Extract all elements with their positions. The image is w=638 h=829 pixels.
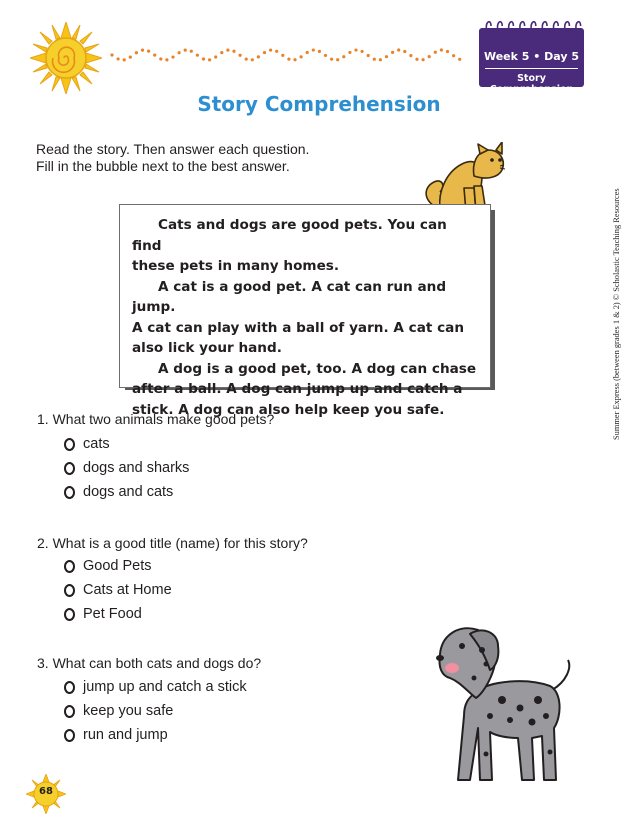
spiral-loop [542, 22, 547, 32]
answer-bubble[interactable] [64, 560, 75, 573]
option-label: run and jump [83, 727, 168, 743]
decorative-dot [458, 58, 461, 61]
decorative-dot [397, 48, 400, 51]
question-3-option-3[interactable] [64, 727, 168, 749]
question-3-option-2[interactable] [64, 703, 173, 725]
option-label: keep you safe [83, 703, 174, 719]
option-label: dogs and sharks [83, 460, 190, 476]
decorative-dot [361, 50, 364, 53]
decorative-dot [434, 51, 437, 54]
decorative-dot [214, 55, 217, 58]
decorative-dot [220, 51, 223, 54]
option-label: cats [83, 436, 110, 452]
decorative-dot [300, 55, 303, 58]
decorative-dot [251, 58, 254, 61]
decorative-dot [415, 58, 418, 61]
option-label: Cats at Home [83, 582, 172, 598]
decorative-dot [147, 50, 150, 53]
decorative-dot [287, 58, 290, 61]
spiral-loop [576, 22, 581, 32]
question-2-option-1[interactable] [64, 558, 152, 580]
week-day-tag [479, 28, 584, 95]
copyright-notice [612, 188, 632, 460]
story-line: also lick your hand. [132, 340, 282, 356]
decorative-dot [342, 55, 345, 58]
decorative-dot [232, 50, 235, 53]
answer-bubble[interactable] [64, 608, 75, 621]
decorative-dot [391, 51, 394, 54]
decorative-dot [226, 48, 229, 51]
decorative-dot [135, 51, 138, 54]
decorative-dot [171, 55, 174, 58]
decorative-dot [208, 58, 211, 61]
spiral-loop [497, 22, 502, 32]
answer-bubble[interactable] [64, 729, 75, 742]
decorative-dot [324, 54, 327, 57]
question-2-option-2[interactable] [64, 582, 172, 604]
decorative-dot [159, 57, 162, 60]
option-label: dogs and cats [83, 484, 174, 500]
question-3-option-1[interactable] [64, 679, 247, 701]
decorative-dot [123, 58, 126, 61]
answer-bubble[interactable] [64, 681, 75, 694]
decorative-dot [318, 50, 321, 53]
decorative-dot [428, 55, 431, 58]
decorative-dot [409, 54, 412, 57]
story-line: stick. A dog can also help keep you safe. [132, 401, 445, 418]
option-label: Pet Food [83, 606, 142, 622]
spiral-loop [486, 22, 491, 32]
decorative-dot [446, 50, 449, 53]
decorative-dot [269, 48, 272, 51]
decorative-dot [440, 48, 443, 51]
sun-icon [30, 22, 102, 94]
answer-bubble[interactable] [64, 438, 75, 451]
instruction-line-2: Fill in the bubble next to the best answer. [36, 158, 290, 174]
spiral-loop [553, 22, 558, 32]
decorative-dot [165, 58, 168, 61]
decorative-dot [245, 57, 248, 60]
decorative-dot [257, 55, 260, 58]
decorative-dot [385, 55, 388, 58]
decorative-dot [239, 54, 242, 57]
decorative-dot [312, 48, 315, 51]
decorative-dot-line [108, 40, 463, 70]
decorative-dot [153, 53, 156, 56]
decorative-dot [293, 58, 296, 61]
copyright-text: Summer Express (between grades 1 & 2) © Scholastic Teaching Resources [612, 188, 621, 440]
story-line: these pets in many homes. [132, 258, 340, 274]
spiral-binding-icon [479, 18, 584, 34]
story-box [119, 204, 491, 418]
decorative-dot [336, 58, 339, 61]
decorative-dot [422, 58, 425, 61]
question-2-prompt: 2. What is a good title (name) for this story? [37, 535, 308, 551]
decorative-dot [330, 58, 333, 61]
dog-illustration [420, 620, 580, 788]
question-2-option-3[interactable] [64, 606, 142, 628]
page-title: Story Comprehension [197, 92, 441, 116]
question-1-prompt: 1. What two animals make good pets? [37, 411, 275, 427]
story-line: A dog is a good pet, too. A dog can chase [158, 360, 477, 377]
instruction-line-1: Read the story. Then answer each question. [36, 141, 310, 157]
page-number-badge [26, 774, 66, 814]
page-number: 68 [39, 786, 53, 797]
tag-subtitle: Story Comprehension [489, 73, 574, 95]
option-label: Good Pets [83, 558, 152, 574]
decorative-dot [202, 57, 205, 60]
decorative-dot [281, 54, 284, 57]
decorative-dot [452, 54, 455, 57]
question-3-prompt: 3. What can both cats and dogs do? [37, 655, 262, 671]
tag-divider [485, 68, 578, 69]
answer-bubble[interactable] [64, 705, 75, 718]
answer-bubble[interactable] [64, 462, 75, 475]
question-1-option-3[interactable] [64, 484, 173, 506]
decorative-dot [354, 48, 357, 51]
option-label: jump up and catch a stick [83, 679, 247, 695]
spiral-loop [531, 22, 536, 32]
decorative-dot [141, 49, 144, 52]
story-line: Cats and dogs are good pets. You can find [132, 217, 447, 254]
answer-bubble[interactable] [64, 584, 75, 597]
story-line: A cat can play with a ball of yarn. A cat can [132, 319, 465, 336]
story-line: A cat is a good pet. A cat can run and jump. [132, 278, 447, 315]
decorative-dot [306, 51, 309, 54]
decorative-dot [190, 50, 193, 53]
week-day-label: Week 5 • Day 5 [483, 50, 580, 63]
decorative-dot [263, 51, 266, 54]
decorative-dot [129, 56, 132, 59]
answer-bubble[interactable] [64, 486, 75, 499]
spiral-loop [520, 22, 525, 32]
decorative-dot [184, 48, 187, 51]
decorative-dot [196, 54, 199, 57]
spiral-loop [565, 22, 570, 32]
story-line: after a ball. A dog can jump up and catch a [132, 381, 463, 397]
decorative-dot [403, 50, 406, 53]
decorative-dot [117, 57, 120, 60]
decorative-dot [367, 54, 370, 57]
question-1-option-2[interactable] [64, 460, 189, 482]
decorative-dot [178, 51, 181, 54]
decorative-dot [348, 51, 351, 54]
question-1-option-1[interactable] [64, 436, 110, 458]
decorative-dot [373, 58, 376, 61]
decorative-dot [379, 58, 382, 61]
decorative-dot [110, 53, 113, 56]
decorative-dot [275, 50, 278, 53]
spiral-loop [509, 22, 514, 32]
